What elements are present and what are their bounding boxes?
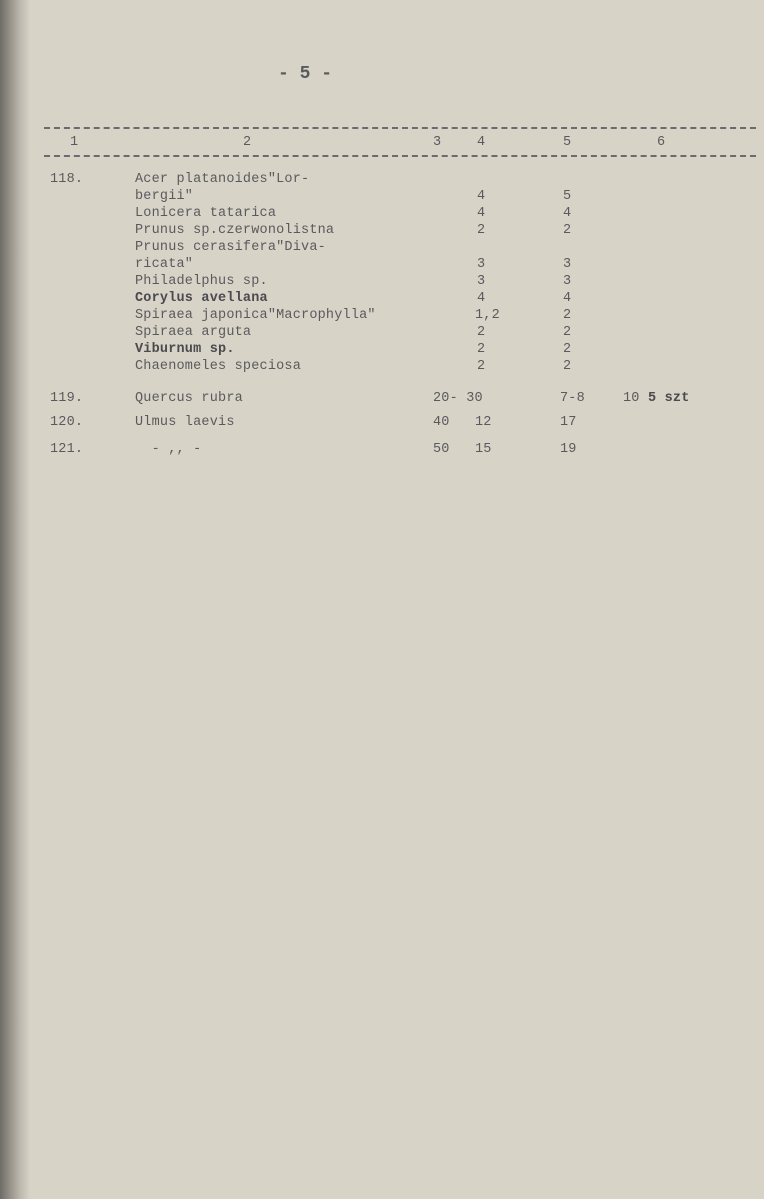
cell-c4: 1,2	[475, 308, 500, 323]
cell-c4: 3	[477, 274, 486, 289]
cell-c5: 19	[560, 442, 577, 457]
cell-c6: 10	[623, 391, 640, 406]
cell-no: 118.	[50, 172, 84, 187]
cell-name: Lonicera tatarica	[135, 206, 277, 221]
cell-c5: 2	[563, 359, 572, 374]
header-col-1: 1	[70, 135, 79, 150]
cell-name: ricata"	[135, 257, 194, 272]
cell-name: Quercus rubra	[135, 391, 243, 406]
cell-name: Philadelphus sp.	[135, 274, 268, 289]
header-col-2: 2	[243, 135, 252, 150]
cell-no: 121.	[50, 442, 84, 457]
table-top-rule	[44, 127, 756, 129]
cell-c4: 2	[477, 223, 486, 238]
cell-c4: 2	[477, 325, 486, 340]
cell-c5: 2	[563, 342, 572, 357]
cell-c5: 2	[563, 325, 572, 340]
cell-name: Prunus cerasifera"Diva-	[135, 240, 326, 255]
cell-c5: 4	[563, 291, 572, 306]
cell-name: Viburnum sp.	[135, 342, 235, 357]
cell-c4: 4	[477, 189, 486, 204]
cell-name: - ,, -	[135, 442, 202, 457]
cell-c5: 7-8	[560, 391, 585, 406]
cell-c4: 12	[475, 415, 492, 430]
cell-no: 119.	[50, 391, 84, 406]
header-col-6: 6	[657, 135, 666, 150]
cell-c5: 2	[563, 308, 572, 323]
cell-c4: 2	[477, 342, 486, 357]
cell-name: Spiraea japonica"Macrophylla"	[135, 308, 376, 323]
cell-name: Corylus avellana	[135, 291, 268, 306]
cell-name: bergii"	[135, 189, 194, 204]
header-col-4: 4	[477, 135, 486, 150]
cell-c3: 40	[433, 415, 450, 430]
cell-c4: 3	[477, 257, 486, 272]
cell-c4: 4	[477, 206, 486, 221]
cell-c5: 5	[563, 189, 572, 204]
page-edge-shadow	[0, 0, 30, 1199]
table-header-rule	[44, 155, 756, 157]
cell-c5: 4	[563, 206, 572, 221]
cell-name: Acer platanoides"Lor-	[135, 172, 310, 187]
cell-name: Spiraea arguta	[135, 325, 252, 340]
cell-name: Chaenomeles speciosa	[135, 359, 302, 374]
cell-c5: 3	[563, 257, 572, 272]
header-col-5: 5	[563, 135, 572, 150]
cell-c4: 4	[477, 291, 486, 306]
page-number: - 5 -	[278, 64, 333, 84]
cell-name: Prunus sp.czerwonolistna	[135, 223, 335, 238]
cell-c4: 15	[475, 442, 492, 457]
cell-c3: 20- 30	[433, 391, 483, 406]
cell-c7: 5 szt	[648, 391, 690, 406]
header-col-3: 3	[433, 135, 442, 150]
cell-no: 120.	[50, 415, 84, 430]
cell-c4: 2	[477, 359, 486, 374]
cell-name: Ulmus laevis	[135, 415, 235, 430]
cell-c5: 3	[563, 274, 572, 289]
cell-c3: 50	[433, 442, 450, 457]
cell-c5: 2	[563, 223, 572, 238]
cell-c5: 17	[560, 415, 577, 430]
